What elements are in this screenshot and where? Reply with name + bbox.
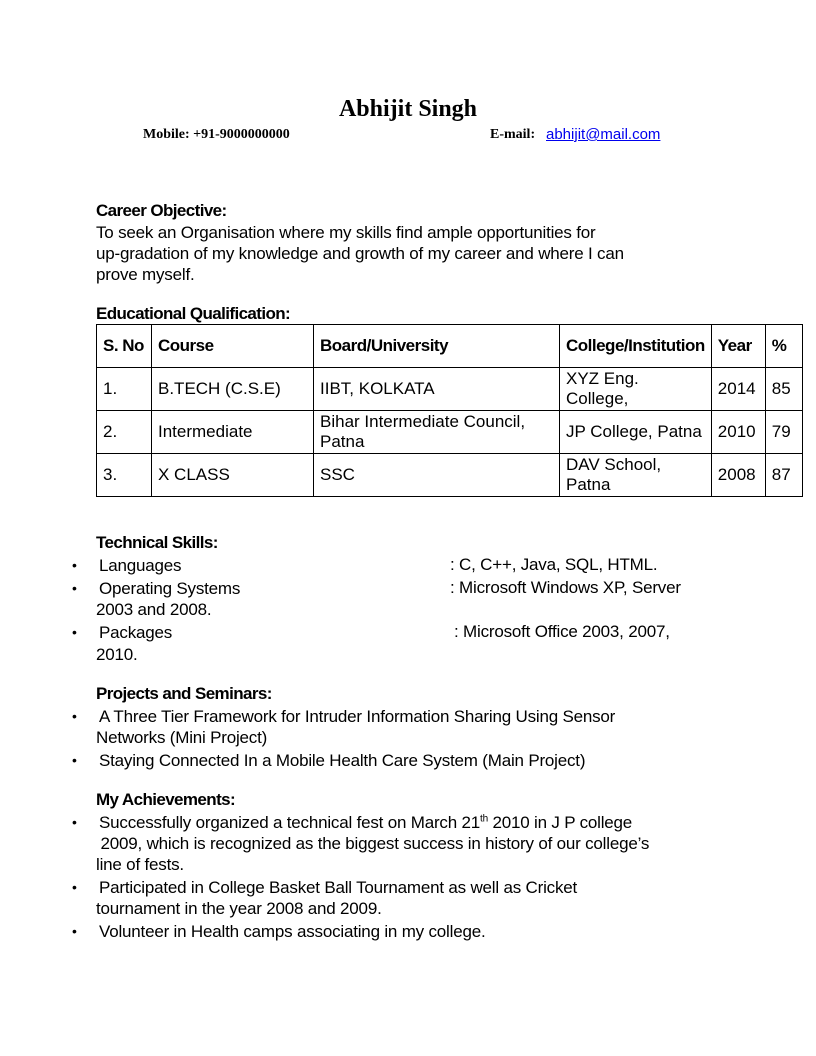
table-cell: 87 <box>765 454 802 497</box>
table-cell: 79 <box>765 411 802 454</box>
column-header: College/Institution <box>560 325 712 368</box>
table-cell: 2010 <box>711 411 765 454</box>
table-row <box>97 454 803 497</box>
table-cell: JP College, Patna <box>560 411 712 454</box>
column-header: Year <box>711 325 765 368</box>
list-item <box>96 812 649 875</box>
technical-skills-heading: Technical Skills: <box>96 533 218 552</box>
skill-label <box>96 555 181 576</box>
candidate-name: Abhijit Singh <box>338 96 478 122</box>
skill-label <box>96 622 172 643</box>
column-header: Board/University <box>314 325 560 368</box>
table-header-row <box>97 325 803 368</box>
skill-value: : Microsoft Windows XP, Server <box>450 578 681 597</box>
column-header: S. No <box>97 325 152 368</box>
list-item <box>96 706 615 748</box>
skill-label-text: Packages <box>99 623 173 642</box>
objective-line: prove myself. <box>96 265 195 284</box>
table-cell: IIBT, KOLKATA <box>314 368 560 411</box>
career-objective-text <box>96 222 716 285</box>
skill-label-text: Languages <box>99 556 182 575</box>
table-row <box>97 411 803 454</box>
bullet-icon: • <box>72 580 77 596</box>
table-cell: X CLASS <box>152 454 314 497</box>
email-label: E-mail: <box>490 127 536 142</box>
achievements-heading: My Achievements: <box>96 790 236 809</box>
table-cell: Intermediate <box>152 411 314 454</box>
column-header: Course <box>152 325 314 368</box>
mobile-number: Mobile: +91-9000000000 <box>143 127 290 142</box>
achievement-line: 2009, which is recognized as the biggest success in history of our college’s <box>96 834 650 853</box>
email-link[interactable]: abhijit@mail.com <box>546 126 661 143</box>
bullet-icon: • <box>72 814 77 830</box>
achievement-text: Successfully organized a technical fest on March 21 <box>99 813 481 832</box>
table-row <box>97 368 803 411</box>
education-table <box>96 324 803 497</box>
table-cell: B.TECH (C.S.E) <box>152 368 314 411</box>
skill-label <box>96 578 240 599</box>
ordinal-superscript: th <box>480 813 488 825</box>
achievement-line: tournament in the year 2008 and 2009. <box>96 899 382 918</box>
skill-value: : Microsoft Office 2003, 2007, <box>454 622 670 641</box>
column-header: % <box>765 325 802 368</box>
bullet-icon: • <box>72 557 77 573</box>
table-cell: 1. <box>97 368 152 411</box>
bullet-icon: • <box>72 624 77 640</box>
achievement-line <box>96 812 649 833</box>
table-cell: SSC <box>314 454 560 497</box>
table-cell: XYZ Eng. College, <box>560 368 712 411</box>
bullet-icon: • <box>72 879 77 895</box>
project-line: A Three Tier Framework for Intruder Information Sharing Using Sensor <box>99 707 616 726</box>
achievement-line: Participated in College Basket Ball Tournament as well as Cricket <box>99 878 578 897</box>
table-cell: 3. <box>97 454 152 497</box>
projects-heading: Projects and Seminars: <box>96 684 272 703</box>
skill-label-text: Operating Systems <box>99 579 241 598</box>
list-item <box>96 750 585 771</box>
bullet-icon: • <box>72 752 77 768</box>
skill-value: : C, C++, Java, SQL, HTML. <box>450 555 658 574</box>
table-cell: Bihar Intermediate Council, Patna <box>314 411 560 454</box>
table-cell: 2008 <box>711 454 765 497</box>
bullet-icon: • <box>72 923 77 939</box>
objective-line: up-gradation of my knowledge and growth of my career and where I can <box>96 244 624 263</box>
table-cell: 85 <box>765 368 802 411</box>
achievement-line: Volunteer in Health camps associating in my college. <box>99 922 486 941</box>
achievement-line: line of fests. <box>96 855 184 874</box>
table-cell: DAV School, Patna <box>560 454 712 497</box>
project-line: Staying Connected In a Mobile Health Care System (Main Project) <box>99 751 586 770</box>
table-cell: 2014 <box>711 368 765 411</box>
achievement-text: 2010 in J P college <box>487 813 633 832</box>
list-item <box>96 921 485 942</box>
education-heading: Educational Qualification: <box>96 304 291 323</box>
career-objective-heading: Career Objective: <box>96 201 227 220</box>
skill-continuation: 2003 and 2008. <box>96 600 212 619</box>
objective-line: To seek an Organisation where my skills find ample opportunities for <box>96 223 596 242</box>
project-line: Networks (Mini Project) <box>96 728 268 747</box>
table-cell: 2. <box>97 411 152 454</box>
skill-continuation: 2010. <box>96 645 138 664</box>
bullet-icon: • <box>72 708 77 724</box>
list-item <box>96 877 577 919</box>
